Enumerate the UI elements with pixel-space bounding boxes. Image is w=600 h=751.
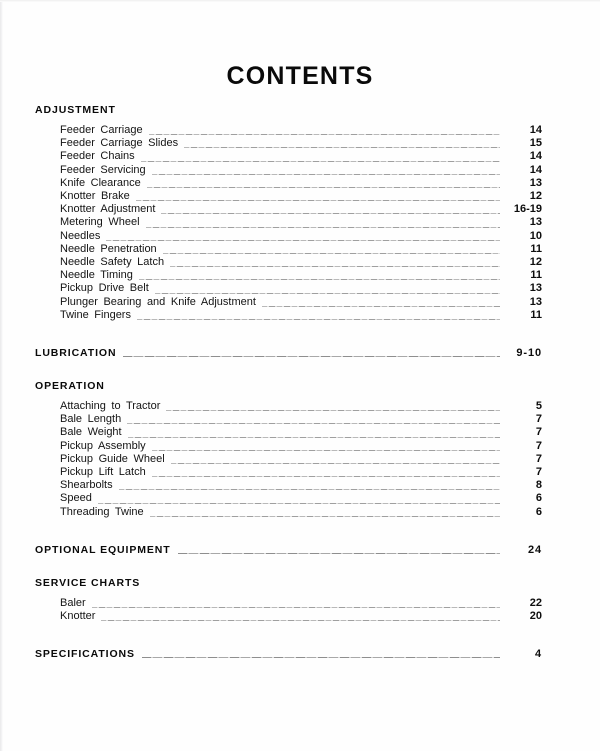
toc-entry[interactable] [60, 177, 542, 190]
toc-section-heading-label: OPERATION [35, 380, 105, 393]
toc-entry[interactable] [60, 164, 542, 177]
toc-section [0, 104, 600, 322]
toc-page-number: 15 [529, 137, 542, 150]
toc-entry[interactable] [60, 413, 542, 426]
toc-entry[interactable] [60, 269, 542, 282]
toc-page-number: 9-10 [516, 347, 542, 360]
leader-line [141, 155, 502, 164]
toc-section-heading-label: OPTIONAL EQUIPMENT [35, 543, 171, 556]
toc-section-heading [35, 380, 542, 392]
toc-section [0, 544, 600, 556]
toc-entry-label: Pickup Lift Latch [60, 466, 146, 479]
toc-page-number: 6 [535, 505, 542, 518]
toc-page-number: 7 [535, 413, 542, 426]
toc-entry-label: Metering Wheel [60, 216, 140, 229]
toc-section-heading[interactable] [35, 347, 542, 359]
section-spacer [0, 623, 600, 648]
toc-page-number: 7 [535, 426, 542, 439]
toc-entry-label: Pickup Assembly [60, 439, 146, 452]
section-spacer [0, 359, 600, 380]
toc-entry-label: Feeder Carriage [60, 124, 143, 136]
toc-entry[interactable] [60, 506, 542, 519]
leader-line [166, 404, 502, 413]
toc-entry-label: Bale Weight [60, 426, 122, 439]
toc-page-number: 11 [530, 242, 542, 255]
toc-entry[interactable] [60, 400, 542, 413]
leader-line [161, 207, 502, 216]
toc-entry-label: Needle Penetration [60, 242, 157, 255]
toc-entry-label: Speed [60, 492, 92, 505]
toc-page-number: 14 [529, 150, 542, 163]
toc-page-number: 14 [529, 124, 542, 136]
toc-page-number: 16-19 [513, 203, 542, 216]
toc-entry-label: Knife Clearance [60, 176, 141, 189]
toc-section [0, 347, 600, 359]
leader-line [128, 431, 502, 440]
toc-page-number: 14 [529, 163, 542, 176]
toc-section-heading[interactable] [35, 648, 542, 660]
leader-line [262, 300, 502, 309]
leader-line [123, 350, 502, 359]
toc-page-number: 11 [530, 269, 542, 282]
leader-line [146, 221, 502, 230]
toc-section [0, 648, 600, 660]
toc-page-number: 8 [535, 479, 542, 492]
toc-entry-label: Needle Safety Latch [60, 256, 165, 269]
toc-section-heading-label: SPECIFICATIONS [35, 648, 135, 661]
leader-line [150, 510, 502, 519]
toc-section-heading-label: ADJUSTMENT [35, 104, 116, 116]
toc-entry-label: Feeder Chains [60, 150, 135, 163]
toc-section-heading[interactable] [35, 544, 542, 556]
toc-entry-label: Needles [60, 229, 101, 242]
toc-entry[interactable] [60, 216, 542, 229]
toc-entry[interactable] [60, 296, 542, 309]
toc-page-number: 13 [529, 176, 542, 189]
leader-line [127, 417, 502, 426]
toc-page-number: 13 [529, 216, 542, 229]
toc-section-heading-label: LUBRICATION [35, 347, 117, 360]
toc-entry-label: Attaching to Tractor [60, 400, 161, 413]
toc-page-number: 11 [530, 308, 542, 321]
toc-entry[interactable] [60, 230, 542, 243]
toc-entry[interactable] [60, 243, 542, 256]
leader-line [149, 128, 502, 137]
toc-entry[interactable] [60, 426, 542, 439]
toc-entry-label: Shearbolts [60, 479, 113, 492]
leader-line [170, 260, 502, 269]
toc-entry-label: Bale Length [60, 413, 122, 426]
toc-page-number: 12 [529, 256, 542, 269]
leader-line [155, 287, 502, 296]
toc-entry-label: Baler [60, 596, 86, 609]
leader-line [178, 547, 502, 556]
toc-entry[interactable] [60, 137, 542, 150]
toc-entry[interactable] [60, 309, 542, 322]
spacer [0, 116, 600, 124]
toc-page-number: 7 [535, 466, 542, 479]
toc-page-number: 22 [529, 596, 542, 609]
toc-page-number: 5 [535, 400, 542, 413]
spacer [0, 589, 600, 597]
toc-entry[interactable] [60, 190, 542, 203]
toc-entry-label: Knotter Adjustment [60, 203, 156, 216]
leader-line [92, 601, 502, 610]
section-spacer [0, 322, 600, 347]
leader-line [101, 614, 502, 623]
toc-entry-label: Pickup Guide Wheel [60, 452, 165, 465]
toc-entry-label: Knotter Brake [60, 190, 130, 203]
toc-section [0, 380, 600, 519]
scan-edge-top [0, 0, 600, 2]
toc-entry[interactable] [60, 466, 542, 479]
leader-line [152, 444, 502, 453]
toc-entry-label: Twine Fingers [60, 308, 131, 321]
toc-page-number: 13 [529, 282, 542, 295]
toc-entry[interactable] [60, 282, 542, 295]
leader-line [119, 483, 502, 492]
toc-page-number: 7 [535, 452, 542, 465]
toc-page-number: 24 [527, 543, 542, 556]
section-spacer [0, 519, 600, 544]
leader-line [106, 234, 502, 243]
toc-entry[interactable] [60, 492, 542, 505]
toc-entry[interactable] [60, 610, 542, 623]
toc-page-number: 7 [535, 439, 542, 452]
table-of-contents [0, 104, 600, 660]
toc-section-heading-label: SERVICE CHARTS [35, 576, 141, 589]
toc-entry[interactable] [60, 453, 542, 466]
toc-section-heading [35, 577, 542, 589]
toc-entry[interactable] [60, 124, 542, 137]
toc-entry-label: Threading Twine [60, 505, 144, 518]
leader-line [184, 141, 502, 150]
toc-entry-label: Feeder Carriage Slides [60, 137, 179, 150]
spacer [0, 392, 600, 400]
leader-line [142, 651, 502, 660]
toc-entry[interactable] [60, 256, 542, 269]
toc-entry-label: Pickup Drive Belt [60, 282, 149, 295]
toc-entry[interactable] [60, 479, 542, 492]
toc-page-number: 10 [529, 229, 542, 242]
leader-line [171, 457, 502, 466]
page-title: CONTENTS [226, 62, 374, 90]
toc-entry-label: Knotter [60, 610, 96, 623]
toc-section [0, 577, 600, 623]
toc-entry-label: Needle Timing [60, 269, 133, 282]
toc-page-number: 12 [529, 190, 542, 203]
toc-entry[interactable] [60, 203, 542, 216]
leader-line [136, 194, 502, 203]
leader-line [137, 313, 502, 322]
toc-entry[interactable] [60, 150, 542, 163]
toc-entry-label: Feeder Servicing [60, 163, 146, 176]
toc-page-number: 6 [535, 492, 542, 505]
toc-page-number: 13 [529, 295, 542, 308]
leader-line [152, 470, 502, 479]
leader-line [163, 247, 502, 256]
toc-page-number: 4 [534, 648, 542, 661]
section-spacer [0, 556, 600, 577]
toc-section-heading [35, 104, 542, 116]
leader-line [147, 181, 502, 190]
leader-line [98, 497, 502, 506]
leader-line [139, 273, 502, 282]
toc-entry[interactable] [60, 597, 542, 610]
toc-entry[interactable] [60, 440, 542, 453]
toc-entry-label: Plunger Bearing and Knife Adjustment [60, 295, 256, 308]
leader-line [152, 168, 502, 177]
toc-page-number: 20 [529, 610, 542, 623]
